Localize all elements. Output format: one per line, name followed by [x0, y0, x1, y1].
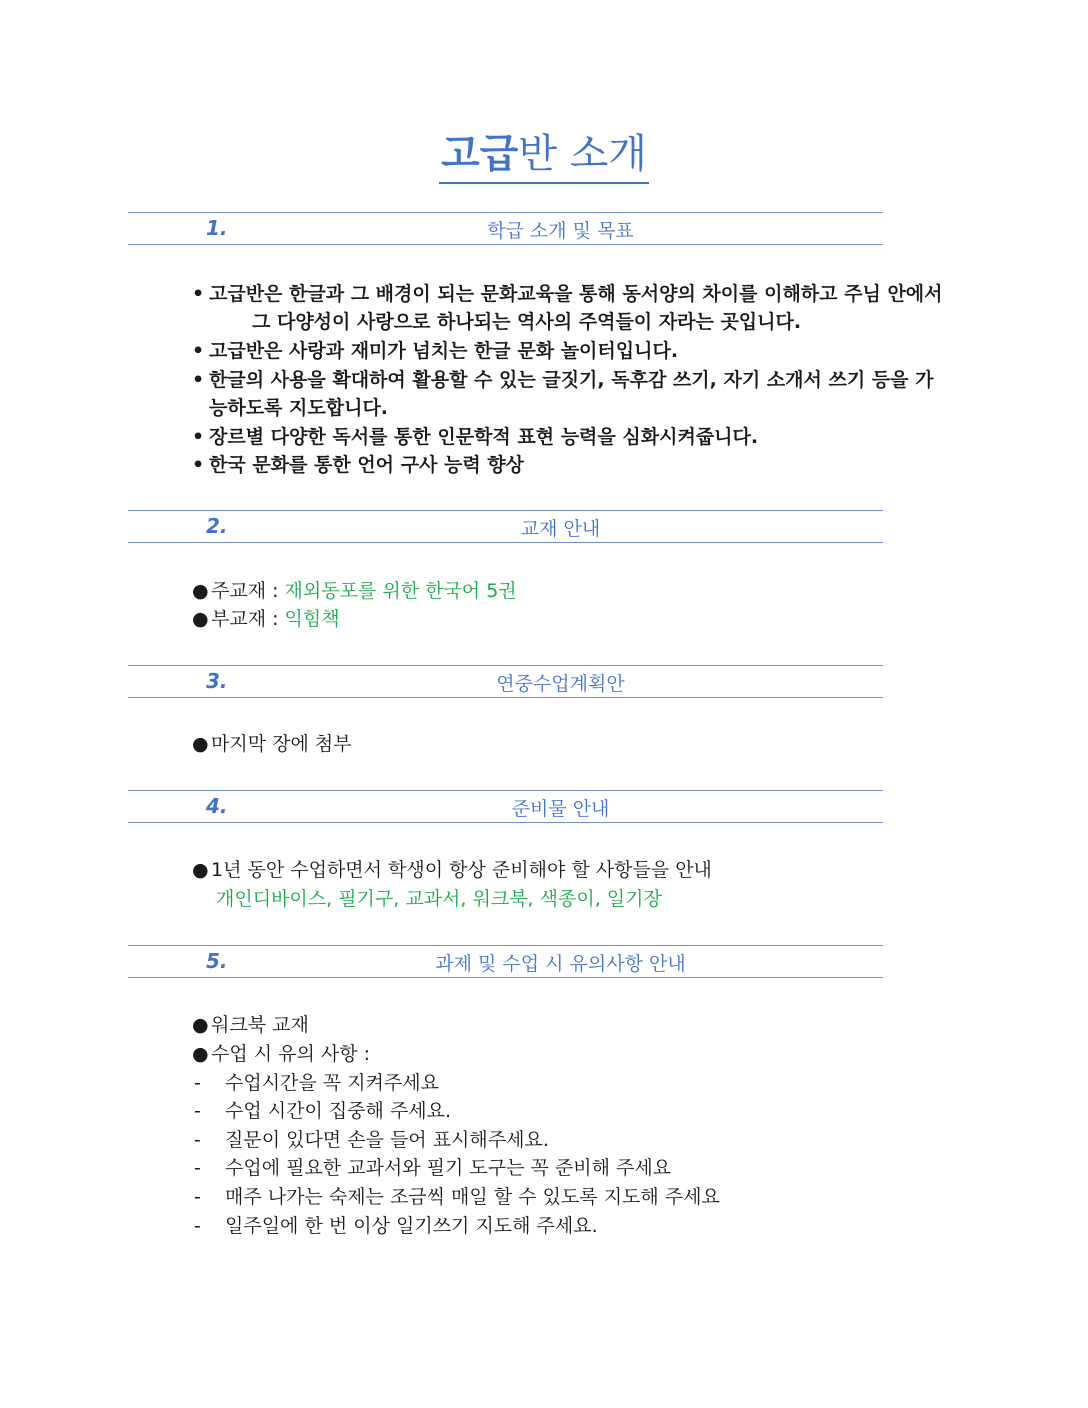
bullet: ● — [192, 580, 209, 602]
section-5-title: 과제 및 수업 시 유의사항 안내 — [435, 953, 686, 975]
note-item: 수업시간을 꼭 지켜주세요 — [225, 1072, 439, 1094]
page-title — [0, 128, 1088, 184]
main-textbook-value: 재외동포를 위한 한국어 5권 — [284, 580, 517, 602]
main-textbook-label: 주교재 : — [211, 580, 285, 602]
list-item: 고급반은 한글과 그 배경이 되는 문화교육을 통해 동서양의 차이를 이해하고 주님 안에서 — [209, 283, 943, 305]
note-item: 매주 나가는 숙제는 조금씩 매일 할 수 있도록 지도해 주세요 — [225, 1186, 720, 1208]
list-item: 능하도록 지도합니다. — [209, 397, 389, 419]
list-item: 수업 시 유의 사항 : — [211, 1043, 371, 1065]
sub-textbook-value: 익힘책 — [284, 608, 340, 630]
section-1-header — [128, 212, 883, 245]
section-5-number: 5. — [206, 949, 228, 973]
list-item: 한글의 사용을 확대하여 활용할 수 있는 글짓기, 독후감 쓰기, 자기 소개서 쓰기 등을 가 — [209, 369, 934, 391]
section-2-number: 2. — [206, 514, 228, 538]
section-4-header — [128, 790, 883, 823]
section-3-title: 연중수업계획안 — [496, 673, 625, 695]
list-item: 마지막 장에 첨부 — [211, 733, 352, 755]
section-1-number: 1. — [206, 216, 228, 240]
note-item: 수업에 필요한 교과서와 필기 도구는 꼭 준비해 주세요 — [225, 1157, 672, 1179]
section-4-title: 준비물 안내 — [511, 798, 610, 820]
list-item: 워크북 교재 — [211, 1014, 309, 1036]
section-1-title: 학급 소개 및 목표 — [487, 220, 634, 242]
list-item: 장르별 다양한 독서를 통한 인문학적 표현 능력을 심화시켜줍니다. — [209, 426, 759, 448]
section-5-header — [128, 945, 883, 978]
dash-marker: - — [194, 1100, 201, 1122]
dash-marker: - — [194, 1129, 201, 1151]
bullet: • — [192, 454, 205, 476]
note-item: 질문이 있다면 손을 들어 표시해주세요. — [225, 1129, 549, 1151]
note-item: 일주일에 한 번 이상 일기쓰기 지도해 주세요. — [225, 1215, 598, 1237]
list-item — [211, 605, 340, 633]
section-2-header — [128, 510, 883, 543]
list-item: 그 다양성이 사랑으로 하나되는 역사의 주역들이 자라는 곳입니다. — [252, 311, 802, 333]
supplies-list: 개인디바이스, 필기구, 교과서, 워크북, 색종이, 일기장 — [216, 888, 662, 910]
bullet: ● — [192, 859, 209, 881]
dash-marker: - — [194, 1186, 201, 1208]
bullet: • — [192, 340, 205, 362]
section-3-number: 3. — [206, 669, 228, 693]
bullet: ● — [192, 1014, 209, 1036]
list-item: 한국 문화를 통한 언어 구사 능력 향상 — [209, 454, 524, 476]
bullet: • — [192, 283, 205, 305]
list-item — [211, 577, 517, 605]
title-rest: 반 소개 — [518, 131, 647, 177]
bullet: • — [192, 426, 205, 448]
list-item: 고급반은 사랑과 재미가 넘치는 한글 문화 놀이터입니다. — [209, 340, 679, 362]
list-item: 1년 동안 수업하면서 학생이 항상 준비해야 할 사항들을 안내 — [211, 859, 712, 881]
dash-marker: - — [194, 1215, 201, 1237]
bullet: ● — [192, 608, 209, 630]
section-4-number: 4. — [206, 794, 228, 818]
title-bold-part: 고급 — [441, 131, 519, 177]
bullet: ● — [192, 733, 209, 755]
dash-marker: - — [194, 1072, 201, 1094]
bullet: ● — [192, 1043, 209, 1065]
section-2-title: 교재 안내 — [520, 518, 601, 540]
sub-textbook-label: 부교재 : — [211, 608, 285, 630]
note-item: 수업 시간이 집중해 주세요. — [225, 1100, 452, 1122]
bullet: • — [192, 369, 205, 391]
section-3-header — [128, 665, 883, 698]
dash-marker: - — [194, 1157, 201, 1179]
